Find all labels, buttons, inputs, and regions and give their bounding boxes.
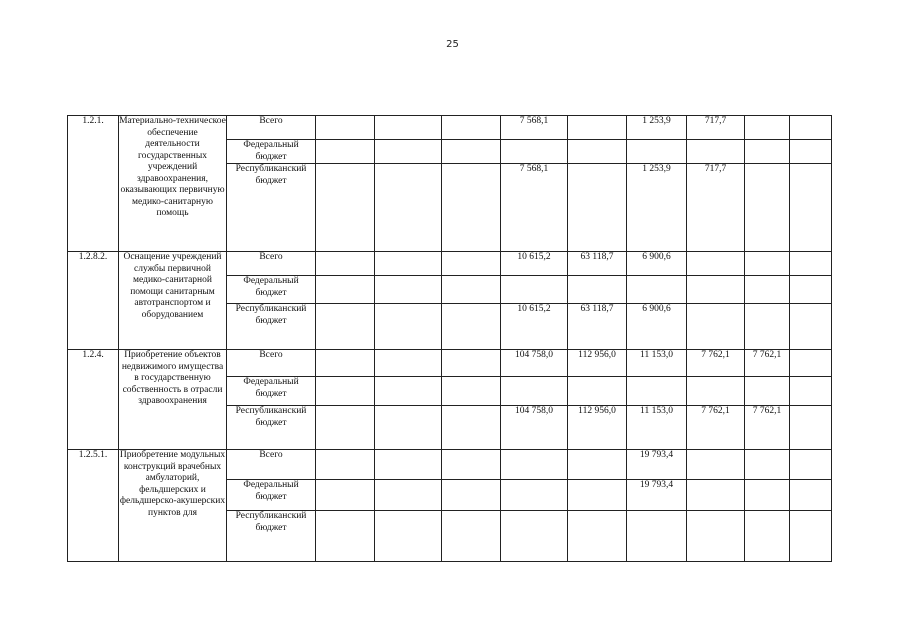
amount-cell (568, 511, 627, 562)
item-description: Приобретение объектов недвижимого имущества в государственную собственность в отрасли здравоохранения (119, 350, 227, 450)
amount-cell: 10 615,2 (501, 304, 568, 350)
funding-source: Всего (227, 116, 316, 140)
amount-cell (627, 140, 687, 164)
amount-cell (442, 140, 501, 164)
table-row-total (68, 252, 832, 276)
amount-cell (375, 450, 442, 480)
page-number: 25 (446, 39, 459, 50)
amount-cell (442, 164, 501, 252)
amount-cell (375, 304, 442, 350)
amount-cell: 104 758,0 (501, 406, 568, 450)
amount-cell (790, 377, 832, 406)
amount-cell (501, 450, 568, 480)
amount-cell (568, 164, 627, 252)
amount-cell: 717,7 (687, 164, 745, 252)
amount-cell (745, 252, 790, 276)
amount-cell (442, 116, 501, 140)
item-description: Материально-техническое обеспечение деятельности государственных учреждений здравоохранения, оказывающих первичную медико-санитарную помощь (119, 116, 227, 252)
amount-cell (790, 164, 832, 252)
amount-cell (316, 480, 375, 511)
amount-cell: 63 118,7 (568, 252, 627, 276)
amount-cell (568, 377, 627, 406)
amount-cell (568, 276, 627, 304)
amount-cell (501, 480, 568, 511)
amount-cell (501, 377, 568, 406)
amount-cell (316, 276, 375, 304)
amount-cell (501, 276, 568, 304)
amount-cell (316, 304, 375, 350)
amount-cell (568, 480, 627, 511)
amount-cell (790, 350, 832, 377)
funding-source: Всего (227, 350, 316, 377)
amount-cell: 7 762,1 (745, 350, 790, 377)
amount-cell (442, 304, 501, 350)
amount-cell (687, 304, 745, 350)
amount-cell (375, 406, 442, 450)
amount-cell: 6 900,6 (627, 252, 687, 276)
table-row-total (68, 116, 832, 140)
amount-cell: 10 615,2 (501, 252, 568, 276)
amount-cell (687, 140, 745, 164)
amount-cell (442, 350, 501, 377)
amount-cell (316, 164, 375, 252)
amount-cell (568, 116, 627, 140)
amount-cell: 19 793,4 (627, 450, 687, 480)
amount-cell: 717,7 (687, 116, 745, 140)
funding-source: Республиканский бюджет (227, 511, 316, 562)
amount-cell (790, 276, 832, 304)
amount-cell (375, 276, 442, 304)
amount-cell (627, 276, 687, 304)
funding-source: Федеральный бюджет (227, 480, 316, 511)
amount-cell (745, 276, 790, 304)
amount-cell (687, 377, 745, 406)
amount-cell: 112 956,0 (568, 406, 627, 450)
item-description: Оснащение учреждений службы первичной медико-санитарной помощи санитарным автотранспортом и оборудованием (119, 252, 227, 350)
amount-cell (316, 116, 375, 140)
amount-cell (745, 164, 790, 252)
funding-source: Всего (227, 252, 316, 276)
funding-source: Федеральный бюджет (227, 377, 316, 406)
amount-cell (790, 511, 832, 562)
amount-cell (790, 140, 832, 164)
amount-cell (442, 511, 501, 562)
amount-cell (745, 511, 790, 562)
funding-source: Федеральный бюджет (227, 140, 316, 164)
amount-cell (687, 252, 745, 276)
amount-cell: 112 956,0 (568, 350, 627, 377)
amount-cell: 1 253,9 (627, 164, 687, 252)
amount-cell (687, 480, 745, 511)
amount-cell (442, 406, 501, 450)
amount-cell (501, 511, 568, 562)
item-code: 1.2.4. (68, 350, 119, 450)
table-row-total (68, 350, 832, 377)
funding-source: Республиканский бюджет (227, 164, 316, 252)
amount-cell (442, 276, 501, 304)
amount-cell: 63 118,7 (568, 304, 627, 350)
amount-cell (745, 377, 790, 406)
amount-cell (375, 140, 442, 164)
amount-cell (316, 377, 375, 406)
item-code: 1.2.1. (68, 116, 119, 252)
amount-cell (745, 116, 790, 140)
funding-source: Всего (227, 450, 316, 480)
amount-cell: 104 758,0 (501, 350, 568, 377)
amount-cell (687, 511, 745, 562)
amount-cell: 11 153,0 (627, 406, 687, 450)
amount-cell (745, 140, 790, 164)
amount-cell (442, 377, 501, 406)
amount-cell: 6 900,6 (627, 304, 687, 350)
amount-cell: 7 568,1 (501, 116, 568, 140)
amount-cell (316, 450, 375, 480)
amount-cell (568, 140, 627, 164)
amount-cell (375, 252, 442, 276)
funding-source: Республиканский бюджет (227, 304, 316, 350)
amount-cell: 19 793,4 (627, 480, 687, 511)
amount-cell (745, 480, 790, 511)
amount-cell: 7 762,1 (745, 406, 790, 450)
amount-cell (790, 406, 832, 450)
amount-cell (316, 406, 375, 450)
amount-cell (568, 450, 627, 480)
amount-cell (687, 276, 745, 304)
amount-cell (375, 116, 442, 140)
amount-cell (442, 450, 501, 480)
amount-cell: 11 153,0 (627, 350, 687, 377)
amount-cell (375, 164, 442, 252)
amount-cell (790, 116, 832, 140)
table-row-total (68, 450, 832, 480)
amount-cell (442, 480, 501, 511)
amount-cell (745, 450, 790, 480)
amount-cell (790, 304, 832, 350)
amount-cell (375, 511, 442, 562)
item-description: Приобретение модульных конструкций врачебных амбулаторий, фельдшерских и фельдшерско-акушерских пунктов для (119, 450, 227, 562)
amount-cell (442, 252, 501, 276)
amount-cell (627, 511, 687, 562)
amount-cell: 1 253,9 (627, 116, 687, 140)
amount-cell (375, 480, 442, 511)
amount-cell (375, 350, 442, 377)
amount-cell (687, 450, 745, 480)
item-code: 1.2.5.1. (68, 450, 119, 562)
amount-cell (790, 252, 832, 276)
budget-table-body (68, 116, 832, 562)
amount-cell (790, 450, 832, 480)
funding-source: Республиканский бюджет (227, 406, 316, 450)
item-code: 1.2.8.2. (68, 252, 119, 350)
amount-cell (745, 304, 790, 350)
amount-cell: 7 762,1 (687, 350, 745, 377)
amount-cell (627, 377, 687, 406)
amount-cell: 7 762,1 (687, 406, 745, 450)
amount-cell (316, 140, 375, 164)
amount-cell: 7 568,1 (501, 164, 568, 252)
funding-source: Федеральный бюджет (227, 276, 316, 304)
amount-cell (501, 140, 568, 164)
budget-table (67, 115, 832, 562)
amount-cell (790, 480, 832, 511)
amount-cell (316, 350, 375, 377)
amount-cell (316, 511, 375, 562)
amount-cell (316, 252, 375, 276)
amount-cell (375, 377, 442, 406)
